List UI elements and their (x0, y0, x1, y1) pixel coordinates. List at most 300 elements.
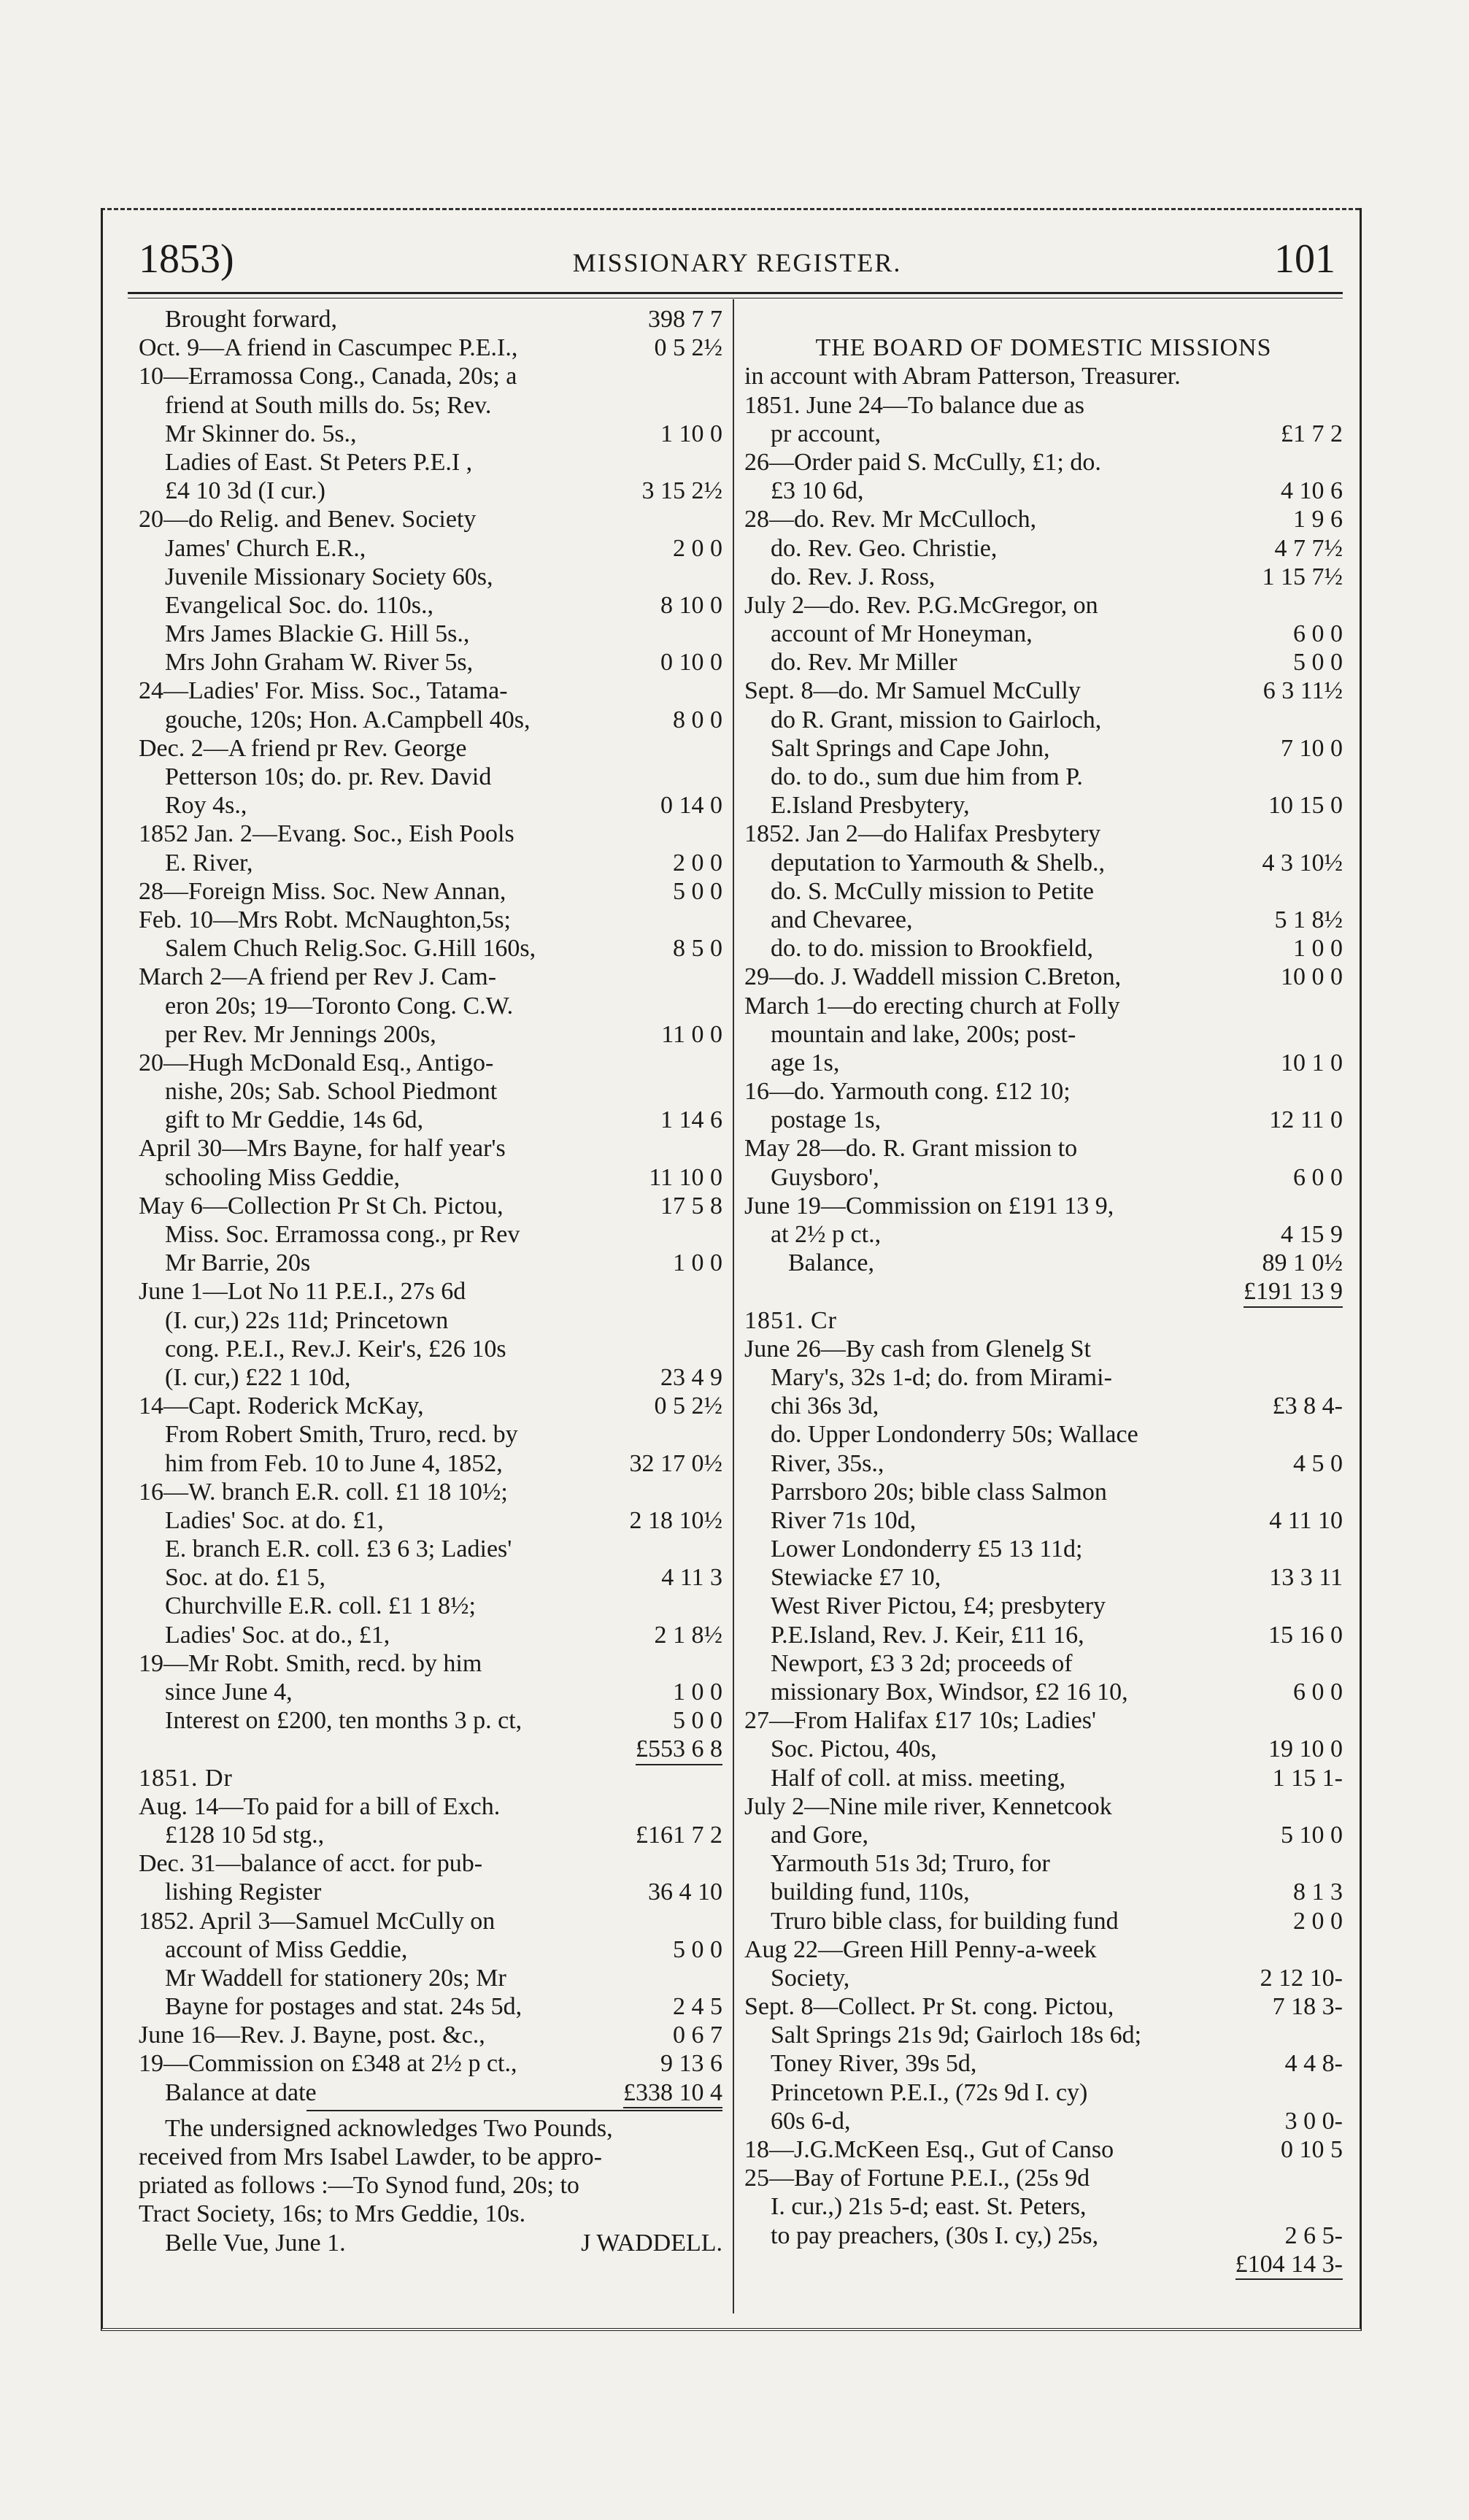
ledger-total: £553 6 8 (636, 1735, 722, 1765)
ledger-entry-text: do. S. McCully mission to Petite (771, 877, 1094, 905)
ledger-entry-text: Soc. Pictou, 40s, (771, 1735, 937, 1763)
ledger-entry-text: Mary's, 32s 1-d; do. from Mirami- (771, 1363, 1112, 1391)
ledger-amount: 398 7 7 (648, 306, 722, 333)
ledger-amount: 11 10 0 (649, 1163, 722, 1191)
ledger-amount: 1 14 6 (660, 1106, 722, 1134)
ledger-line (744, 620, 1343, 648)
ledger-line (139, 2049, 722, 2078)
ledger-entry-text: March 1—do erecting church at Folly (744, 992, 1120, 1020)
ledger-total: £104 14 3- (1235, 2250, 1343, 2280)
ledger-line (744, 1192, 1343, 1220)
header-year: 1853) (139, 236, 234, 282)
ledger-entry-text: do. to do. mission to Brookfield, (771, 935, 1093, 963)
ledger-amount: 8 1 3 (1293, 1879, 1343, 1906)
ledger-amount: £3 8 4- (1272, 1392, 1343, 1420)
ledger-entry-text: do R. Grant, mission to Gairloch, (771, 706, 1102, 733)
ledger-line (744, 1392, 1343, 1420)
ledger-line (744, 1678, 1343, 1706)
ledger-line (139, 1449, 722, 1478)
ledger-entry-text: per Rev. Mr Jennings 200s, (165, 1020, 436, 1048)
ledger-entry-text: E.Island Presbytery, (771, 792, 970, 820)
ledger-line (744, 334, 1343, 362)
ledger-line (139, 1592, 722, 1620)
ledger-entry-text: June 19—Commission on £191 13 9, (744, 1192, 1114, 1219)
ledger-line (744, 1706, 1343, 1735)
ledger-line (744, 1277, 1343, 1306)
ledger-line (139, 1277, 722, 1306)
ledger-amount: 4 11 10 (1269, 1506, 1343, 1534)
ledger-total: £338 10 4 (623, 2078, 722, 2108)
ledger-line (139, 534, 722, 563)
ledger-entry-text: do. Upper Londonderry 50s; Wallace (771, 1421, 1138, 1449)
ledger-line (744, 1420, 1343, 1449)
ledger-line (139, 1249, 722, 1277)
ledger-entry-text: 60s 6-d, (771, 2107, 851, 2135)
ledger-entry-text: chi 36s 3d, (771, 1392, 879, 1420)
ledger-line (139, 1706, 722, 1735)
ledger-line (744, 1220, 1343, 1249)
ledger-entry-text: Ladies' Soc. at do. £1, (165, 1506, 384, 1534)
ledger-line (744, 1907, 1343, 1935)
ledger-entry-text: 1851. June 24—To balance due as (744, 391, 1084, 419)
ledger-line (139, 1964, 722, 1992)
ledger-line (139, 1792, 722, 1821)
left-column (139, 305, 722, 2257)
ledger-line (139, 963, 722, 991)
ledger-line (744, 1649, 1343, 1678)
ledger-entry-text: Evangelical Soc. do. 110s., (165, 591, 433, 619)
ledger-entry-text: Stewiacke £7 10, (771, 1564, 941, 1592)
ledger-line (139, 2078, 722, 2107)
ledger-amount: 2 6 5- (1284, 2222, 1343, 2249)
ledger-entry-text: June 26—By cash from Glenelg St (744, 1335, 1091, 1363)
ledger-entry-text: Feb. 10—Mrs Robt. McNaughton,5s; (139, 906, 511, 933)
ledger-entry-text: 19—Mr Robt. Smith, recd. by him (139, 1649, 482, 1677)
ledger-entry-text: 25—Bay of Fortune P.E.I., (25s 9d (744, 2165, 1090, 2192)
ledger-amount: 1 10 0 (660, 420, 722, 447)
ledger-entry-text: River 71s 10d, (771, 1506, 917, 1534)
ledger-amount: 17 5 8 (660, 1192, 722, 1219)
ledger-line (139, 849, 722, 877)
ledger-line (139, 1192, 722, 1220)
ledger-entry-text: Yarmouth 51s 3d; Truro, for (771, 1850, 1050, 1878)
ledger-line (139, 791, 722, 820)
ledger-entry-text: THE BOARD OF DOMESTIC MISSIONS (815, 334, 1272, 362)
ledger-amount: 7 18 3- (1272, 1993, 1343, 2021)
ledger-line (744, 362, 1343, 390)
ledger-line (744, 2164, 1343, 2192)
ledger-entry-text: Sept. 8—Collect. Pr St. cong. Pictou, (744, 1993, 1114, 2021)
ledger-line (139, 1335, 722, 1363)
ledger-entry-text: and Chevaree, (771, 906, 913, 933)
ledger-line (744, 648, 1343, 677)
ledger-line (744, 791, 1343, 820)
ledger-entry-text: Toney River, 39s 5d, (771, 2050, 977, 2078)
ledger-entry-text: Balance at date (165, 2078, 317, 2106)
ledger-amount: 2 12 10- (1260, 1964, 1343, 1992)
ledger-line (139, 1535, 722, 1563)
page-header (139, 230, 1335, 296)
ledger-line (744, 477, 1343, 505)
ledger-line (744, 1478, 1343, 1506)
ledger-entry-text: Salem Chuch Relig.Soc. G.Hill 160s, (165, 935, 536, 963)
ledger-line (139, 1077, 722, 1106)
ledger-entry-text: April 30—Mrs Bayne, for half year's (139, 1135, 506, 1163)
ledger-entry-text: The undersigned acknowledges Two Pounds, (165, 2114, 613, 2142)
ledger-entry-text: Sept. 8—do. Mr Samuel McCully (744, 677, 1081, 705)
ledger-line (744, 2107, 1343, 2135)
ledger-entry-text: Mr Waddell for stationery 20s; Mr (165, 1964, 506, 1992)
ledger-entry-text: James' Church E.R., (165, 534, 366, 562)
ledger-line (139, 906, 722, 934)
ledger-amount: 12 11 0 (1269, 1106, 1343, 1134)
ledger-line (139, 1878, 722, 1906)
ledger-amount: 1 15 7½ (1262, 563, 1343, 590)
ledger-entry-text: account of Mr Honeyman, (771, 620, 1033, 648)
ledger-amount: 0 5 2½ (654, 334, 722, 362)
ledger-amount: 13 3 11 (1269, 1564, 1343, 1592)
ledger-entry-text: Ladies' Soc. at do., £1, (165, 1621, 390, 1649)
ledger-entry-text: Truro bible class, for building fund (771, 1907, 1119, 1935)
ledger-line (744, 1506, 1343, 1535)
ledger-line (139, 877, 722, 906)
ledger-entry-text: Bayne for postages and stat. 24s 5d, (165, 1993, 523, 2021)
ledger-line (744, 1077, 1343, 1106)
ledger-entry-text: Aug. 14—To paid for a bill of Exch. (139, 1792, 501, 1820)
ledger-amount: 0 14 0 (660, 792, 722, 820)
ledger-entry-text: do. Rev. Mr Miller (771, 649, 957, 677)
ledger-line (139, 2114, 722, 2143)
ledger-line (139, 934, 722, 963)
ledger-line (139, 763, 722, 791)
ledger-amount: 7 10 0 (1281, 734, 1343, 762)
ledger-total: £191 13 9 (1244, 1277, 1343, 1307)
ledger-amount: 4 10 6 (1281, 477, 1343, 505)
header-page-number: 101 (1274, 236, 1335, 282)
ledger-entry-text: 1852. Jan 2—do Halifax Presbytery (744, 820, 1101, 848)
ledger-line (139, 1306, 722, 1335)
ledger-amount: 5 0 0 (673, 1707, 722, 1735)
ledger-line (744, 1134, 1343, 1163)
ledger-entry-text: March 2—A friend per Rev J. Cam- (139, 963, 497, 991)
ledger-entry-text: 16—do. Yarmouth cong. £12 10; (744, 1078, 1071, 1106)
ledger-line (139, 1563, 722, 1592)
ledger-amount: 1 0 0 (673, 1249, 722, 1277)
ledger-entry-text: 28—do. Rev. Mr McCulloch, (744, 506, 1037, 533)
ledger-line (139, 2107, 722, 2114)
ledger-entry-text: Princetown P.E.I., (72s 9d I. cy) (771, 2078, 1088, 2106)
ledger-entry-text: 28—Foreign Miss. Soc. New Annan, (139, 877, 506, 905)
ledger-line (139, 1678, 722, 1706)
ledger-line (139, 706, 722, 734)
ledger-entry-text: 27—From Halifax £17 10s; Ladies' (744, 1707, 1097, 1735)
ledger-entry-text: 16—W. branch E.R. coll. £1 18 10½; (139, 1478, 508, 1506)
header-title: MISSIONARY REGISTER. (572, 248, 902, 277)
ledger-line (139, 820, 722, 848)
ledger-entry-text: do. Rev. Geo. Christie, (771, 534, 998, 562)
ledger-line (139, 992, 722, 1020)
ledger-amount: 10 1 0 (1281, 1049, 1343, 1076)
ledger-line (139, 334, 722, 362)
ledger-entry-text: I. cur.,) 21s 5-d; east. St. Peters, (771, 2193, 1087, 2221)
ledger-entry-text: Mrs John Graham W. River 5s, (165, 649, 474, 677)
ledger-line (139, 1478, 722, 1506)
ledger-entry-text: May 28—do. R. Grant mission to (744, 1135, 1078, 1163)
ledger-amount: 1 15 1- (1272, 1764, 1343, 1792)
ledger-line (744, 1621, 1343, 1649)
ledger-entry-text: age 1s, (771, 1049, 840, 1076)
ledger-entry-text: 29—do. J. Waddell mission C.Breton, (744, 963, 1122, 991)
ledger-line (744, 2222, 1343, 2250)
ledger-line (139, 2200, 722, 2228)
ledger-amount: £1 7 2 (1281, 420, 1343, 447)
ledger-entry-text: him from Feb. 10 to June 4, 1852, (165, 1449, 503, 1477)
ledger-entry-text: do. Rev. J. Ross, (771, 563, 936, 590)
ledger-entry-text: gift to Mr Geddie, 14s 6d, (165, 1106, 424, 1134)
ledger-entry-text: received from Mrs Isabel Lawder, to be appro- (139, 2143, 602, 2170)
ledger-entry-text: Belle Vue, June 1. (165, 2229, 346, 2257)
ledger-entry-text: nishe, 20s; Sab. School Piedmont (165, 1078, 498, 1106)
ledger-amount: 8 0 0 (673, 706, 722, 733)
ledger-line (744, 734, 1343, 763)
ledger-line (744, 1335, 1343, 1363)
ledger-entry-text: lishing Register (165, 1879, 322, 1906)
ledger-line (744, 420, 1343, 448)
ledger-entry-text: 26—Order paid S. McCully, £1; do. (744, 448, 1101, 476)
ledger-line (744, 1592, 1343, 1620)
ledger-line (139, 1220, 722, 1249)
ledger-amount: 15 16 0 (1268, 1621, 1343, 1649)
ledger-entry-text: 1851. Dr (139, 1764, 233, 1792)
ledger-line (139, 1735, 722, 1763)
ledger-line (744, 1163, 1343, 1192)
ledger-amount: 2 0 0 (1293, 1907, 1343, 1935)
ledger-line (139, 1764, 722, 1792)
ledger-entry-text: E. branch E.R. coll. £3 6 3; Ladies' (165, 1535, 512, 1563)
ledger-line (744, 448, 1343, 477)
ledger-entry-text: Ladies of East. St Peters P.E.I , (165, 448, 473, 476)
ledger-line (139, 734, 722, 763)
ledger-amount: 5 0 0 (673, 1935, 722, 1963)
ledger-amount: 3 15 2½ (641, 477, 722, 505)
ledger-line (139, 1163, 722, 1192)
ledger-line (139, 1506, 722, 1535)
ledger-entry-text: Salt Springs 21s 9d; Gairloch 18s 6d; (771, 2022, 1142, 2049)
ledger-line (744, 1563, 1343, 1592)
ledger-amount: 6 0 0 (1293, 1679, 1343, 1706)
ledger-line (744, 1764, 1343, 1792)
ledger-line (744, 2250, 1343, 2278)
ledger-amount: 1 9 6 (1293, 506, 1343, 533)
ledger-entry-text: (I. cur,) £22 1 10d, (165, 1363, 351, 1391)
ledger-amount: 0 5 2½ (654, 1392, 722, 1420)
ledger-entry-text: eron 20s; 19—Toronto Cong. C.W. (165, 992, 514, 1020)
ledger-line (139, 420, 722, 448)
ledger-amount: 11 0 0 (661, 1020, 722, 1048)
ledger-entry-text: Mr Skinner do. 5s., (165, 420, 357, 447)
ledger-entry-text: (I. cur,) 22s 11d; Princetown (165, 1306, 449, 1334)
ledger-entry-text: Balance, (788, 1249, 874, 1277)
ledger-amount: 2 0 0 (673, 534, 722, 562)
ledger-line (744, 1992, 1343, 2021)
ledger-entry-text: to pay preachers, (30s I. cy,) 25s, (771, 2222, 1099, 2249)
ledger-line (139, 1134, 722, 1163)
ledger-entry-text: Petterson 10s; do. pr. Rev. David (165, 763, 492, 790)
ledger-line (139, 648, 722, 677)
ledger-line (744, 305, 1343, 334)
ledger-line (744, 849, 1343, 877)
ledger-amount: 1 0 0 (673, 1679, 722, 1706)
ledger-line (744, 1106, 1343, 1134)
ledger-line (744, 2078, 1343, 2107)
ledger-entry-text: Juvenile Missionary Society 60s, (165, 563, 493, 590)
ledger-line (744, 391, 1343, 420)
ledger-amount: 4 3 10½ (1262, 849, 1343, 876)
ledger-amount: £161 7 2 (636, 1821, 722, 1849)
ledger-line (139, 1420, 722, 1449)
ledger-line (139, 1849, 722, 1878)
ledger-amount: 5 0 0 (673, 877, 722, 905)
ledger-amount: 6 3 11½ (1262, 677, 1343, 705)
ledger-line (744, 1249, 1343, 1277)
ledger-entry-text: June 1—Lot No 11 P.E.I., 27s 6d (139, 1278, 466, 1306)
ledger-line (744, 1306, 1343, 1335)
ledger-line (139, 2143, 722, 2171)
ledger-amount: 2 1 8½ (654, 1621, 722, 1649)
ledger-entry-text: E. River, (165, 849, 253, 876)
ledger-amount: 1 0 0 (1293, 935, 1343, 963)
ledger-entry-text: From Robert Smith, Truro, recd. by (165, 1421, 518, 1449)
ledger-entry-text: June 16—Rev. J. Bayne, post. &c., (139, 2022, 485, 2049)
ledger-line (139, 1392, 722, 1420)
ledger-entry-text: building fund, 110s, (771, 1879, 970, 1906)
ledger-amount: 4 4 8- (1284, 2050, 1343, 2078)
ledger-entry-text: Guysboro', (771, 1163, 879, 1191)
ledger-amount: 3 0 0- (1284, 2107, 1343, 2135)
ledger-line (744, 706, 1343, 734)
ledger-line (139, 1649, 722, 1678)
ledger-entry-text: West River Pictou, £4; presbytery (771, 1592, 1106, 1620)
ledger-amount: 5 1 8½ (1274, 906, 1343, 933)
ledger-entry-text: Brought forward, (165, 306, 338, 333)
ledger-line (744, 2135, 1343, 2164)
ledger-amount: 6 0 0 (1293, 620, 1343, 648)
column-divider (733, 299, 734, 2313)
ledger-amount: 0 10 5 (1281, 2136, 1343, 2163)
ledger-entry-text: River, 35s., (771, 1449, 884, 1477)
ledger-line (744, 1735, 1343, 1763)
ledger-line (744, 505, 1343, 533)
ledger-line (744, 992, 1343, 1020)
ledger-entry-text: at 2½ p ct., (771, 1221, 882, 1248)
ledger-entry-text: cong. P.E.I., Rev.J. Keir's, £26 10s (165, 1335, 506, 1363)
ledger-line (744, 906, 1343, 934)
ledger-entry-text: £3 10 6d, (771, 477, 864, 505)
ledger-amount: 36 4 10 (648, 1879, 722, 1906)
ledger-line (744, 534, 1343, 563)
ledger-line (744, 1935, 1343, 1964)
ledger-line (139, 1935, 722, 1964)
ledger-amount: 32 17 0½ (629, 1449, 722, 1477)
ledger-line (139, 2171, 722, 2200)
ledger-amount: 10 15 0 (1268, 792, 1343, 820)
ledger-entry-text: Churchville E.R. coll. £1 1 8½; (165, 1592, 476, 1620)
ledger-entry-text: £4 10 3d (I cur.) (165, 477, 326, 505)
ledger-entry-text: priated as follows :—To Synod fund, 20s; to (139, 2172, 579, 2200)
ledger-entry-text: account of Miss Geddie, (165, 1935, 408, 1963)
ledger-entry-text: 24—Ladies' For. Miss. Soc., Tatama- (139, 677, 508, 705)
ledger-entry-text: and Gore, (771, 1821, 869, 1849)
ledger-line (744, 2021, 1343, 2049)
ledger-amount: 8 10 0 (660, 591, 722, 619)
ledger-entry-text: Soc. at do. £1 5, (165, 1564, 326, 1592)
ledger-line (139, 1621, 722, 1649)
ledger-line (139, 477, 722, 505)
ledger-line (744, 763, 1343, 791)
ledger-line (744, 1449, 1343, 1478)
ledger-line (744, 1049, 1343, 1077)
ledger-line (744, 2192, 1343, 2221)
ledger-amount: 0 6 7 (673, 2022, 722, 2049)
ledger-entry-text: since June 4, (165, 1679, 293, 1706)
ledger-line (139, 448, 722, 477)
ledger-entry-text: Newport, £3 3 2d; proceeds of (771, 1649, 1073, 1677)
ledger-line (744, 1849, 1343, 1878)
ledger-line (744, 877, 1343, 906)
ledger-entry-text: Tract Society, 16s; to Mrs Geddie, 10s. (139, 2200, 526, 2228)
ledger-entry-text: Parrsboro 20s; bible class Salmon (771, 1478, 1107, 1506)
ledger-line (139, 1821, 722, 1849)
ledger-entry-text: 1852. April 3—Samuel McCully on (139, 1907, 496, 1935)
ledger-line (744, 1878, 1343, 1906)
ledger-line (139, 677, 722, 705)
ledger-amount: 8 5 0 (673, 935, 722, 963)
ledger-amount: 6 0 0 (1293, 1163, 1343, 1191)
ledger-line (744, 1020, 1343, 1049)
ledger-entry-text: May 6—Collection Pr St Ch. Pictou, (139, 1192, 504, 1219)
ledger-entry-text: postage 1s, (771, 1106, 882, 1134)
ledger-entry-text: deputation to Yarmouth & Shelb., (771, 849, 1106, 876)
ledger-amount: 19 10 0 (1268, 1735, 1343, 1763)
ledger-amount: 23 4 9 (660, 1363, 722, 1391)
ledger-amount: 5 10 0 (1281, 1821, 1343, 1849)
ledger-entry-text: schooling Miss Geddie, (165, 1163, 401, 1191)
ledger-amount: 0 10 0 (660, 649, 722, 677)
ledger-entry-text: 19—Commission on £348 at 2½ p ct., (139, 2050, 517, 2078)
ledger-entry-text: pr account, (771, 420, 882, 447)
ledger-entry-text: Mrs James Blackie G. Hill 5s., (165, 620, 470, 648)
ledger-line (744, 677, 1343, 705)
header-rule (128, 292, 1343, 294)
ledger-amount: 89 1 0½ (1262, 1249, 1343, 1277)
ledger-entry-text: missionary Box, Windsor, £2 16 10, (771, 1679, 1128, 1706)
ledger-entry-text: Mr Barrie, 20s (165, 1249, 311, 1277)
ledger-amount: 2 18 10½ (629, 1506, 722, 1534)
ledger-entry-text: Dec. 2—A friend pr Rev. George (139, 734, 467, 762)
ledger-line (744, 2049, 1343, 2078)
ledger-entry-text: Lower Londonderry £5 13 11d; (771, 1535, 1083, 1563)
ledger-entry-text: friend at South mills do. 5s; Rev. (165, 391, 492, 419)
ledger-line (744, 1964, 1343, 1992)
ledger-entry-text: 20—do Relig. and Benev. Society (139, 506, 477, 533)
ledger-line (744, 1363, 1343, 1392)
ledger-line (139, 1992, 722, 2021)
ledger-entry-text: Salt Springs and Cape John, (771, 734, 1050, 762)
ledger-entry-text: 18—J.G.McKeen Esq., Gut of Canso (744, 2136, 1114, 2163)
ledger-line (139, 305, 722, 334)
ledger-line (139, 2229, 722, 2257)
ledger-amount: 4 15 9 (1281, 1221, 1343, 1248)
